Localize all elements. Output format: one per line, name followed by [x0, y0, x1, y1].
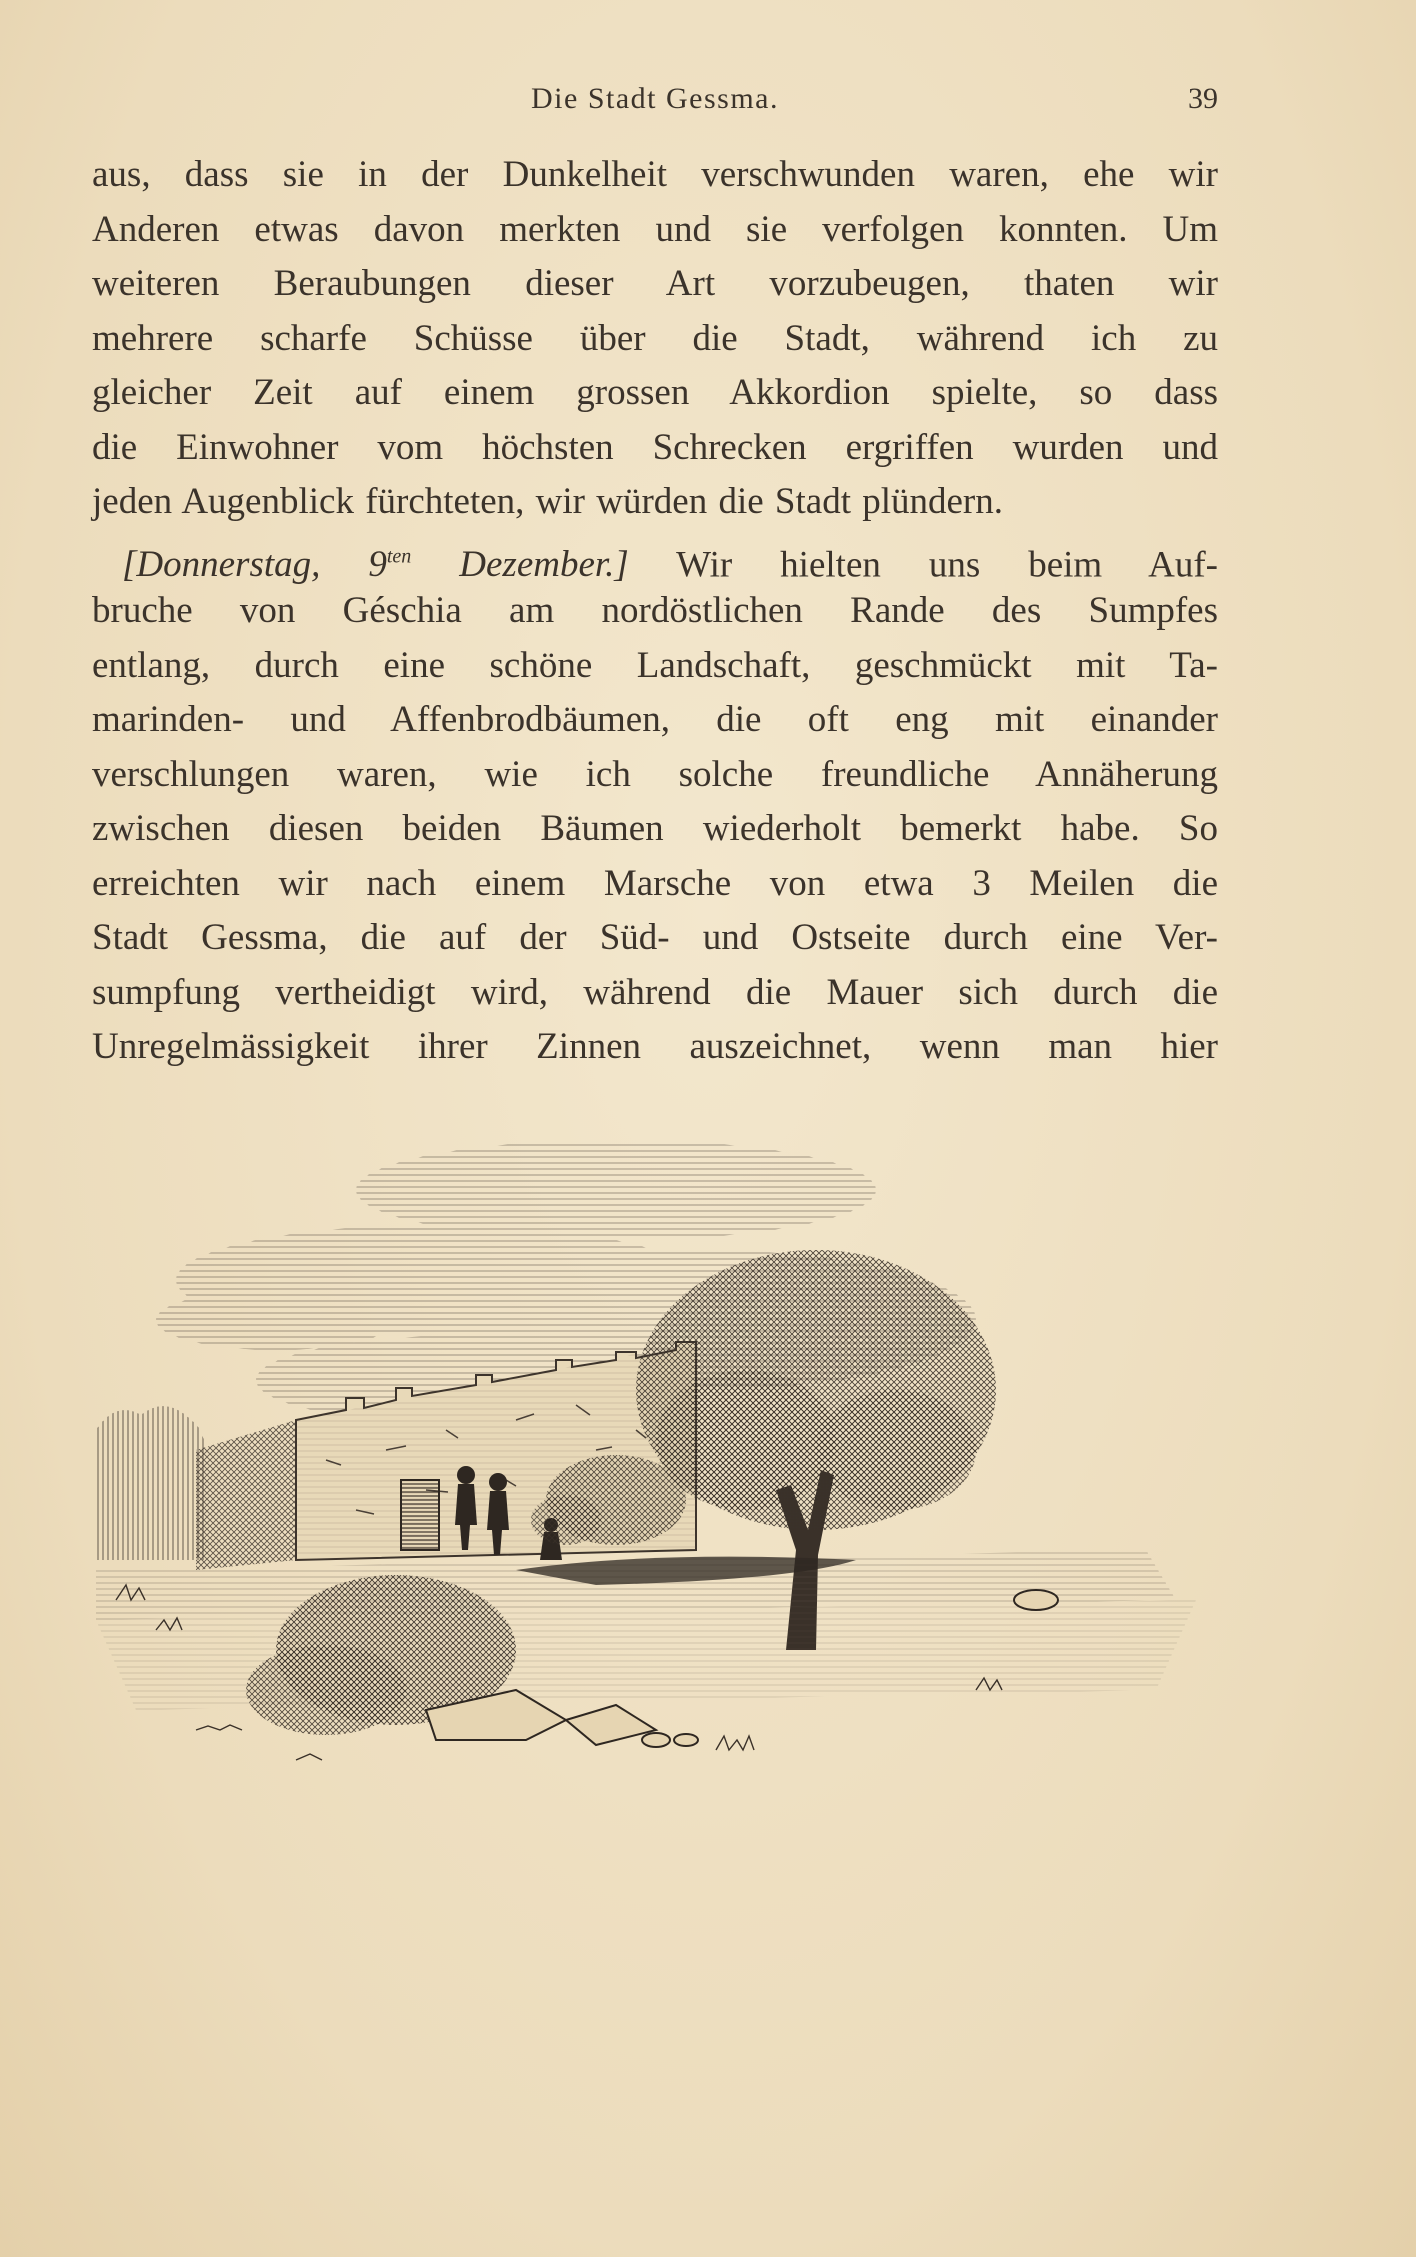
text-line: verschlungen waren, wie ich solche freundliche Annäherung	[92, 753, 1218, 795]
text-line: mehrere scharfe Schüsse über die Stadt, während ich zu	[92, 317, 1218, 359]
date-open: [Donnerstag,	[122, 543, 369, 585]
text-line: entlang, durch eine schöne Landschaft, geschmückt mit Ta-	[92, 644, 1218, 686]
text-line: die Einwohner vom höchsten Schrecken ergriffen wurden und	[92, 426, 1218, 468]
date-close: Dezember.]	[411, 543, 629, 585]
first-line-rest: Wir hielten uns beim Auf-	[628, 543, 1219, 585]
text-line: bruche von Géschia am nordöstlichen Rande des Sumpfes	[92, 590, 1218, 631]
text-line: marinden- und Affenbrodbäumen, die oft eng mit einander	[92, 699, 1218, 740]
text-line: Anderen etwas davon merkten und sie verfolgen konnten. Um	[92, 208, 1218, 250]
engraving-drawing	[96, 1130, 1226, 2010]
text-line: jeden Augenblick fürchteten, wir würden die Stadt plündern.	[92, 481, 1003, 522]
date-superscript: ten	[386, 545, 412, 568]
distant-trees	[96, 1406, 206, 1560]
page-number: 39	[1188, 82, 1218, 115]
body-text	[92, 148, 1218, 1075]
text-line: Stadt Gessma, die auf der Süd- und Ostseite durch eine Ver-	[92, 917, 1218, 958]
paragraph-first-line	[92, 530, 1218, 585]
text-line: erreichten wir nach einem Marsche von etwa 3 Meilen die	[92, 862, 1218, 904]
date-reference	[122, 544, 629, 585]
running-head	[92, 76, 1218, 126]
text-line: weiteren Beraubungen dieser Art vorzubeugen, thaten wir	[92, 263, 1218, 304]
running-title: Die Stadt Gessma.	[531, 82, 779, 115]
date-day: 9	[368, 543, 387, 585]
text-line: gleicher Zeit auf einem grossen Akkordion spielte, so dass	[92, 372, 1218, 413]
text-line: zwischen diesen beiden Bäumen wiederholt bemerkt habe. So	[92, 808, 1218, 849]
text-line: sumpfung vertheidigt wird, während die Mauer sich durch die	[92, 971, 1218, 1013]
engraving-gessma-town-wall	[96, 1130, 1226, 2010]
text-line: aus, dass sie in der Dunkelheit verschwunden waren, ehe wir	[92, 154, 1218, 195]
text-line: Unregelmässigkeit ihrer Zinnen auszeichnet, wenn man hier	[92, 1026, 1218, 1067]
